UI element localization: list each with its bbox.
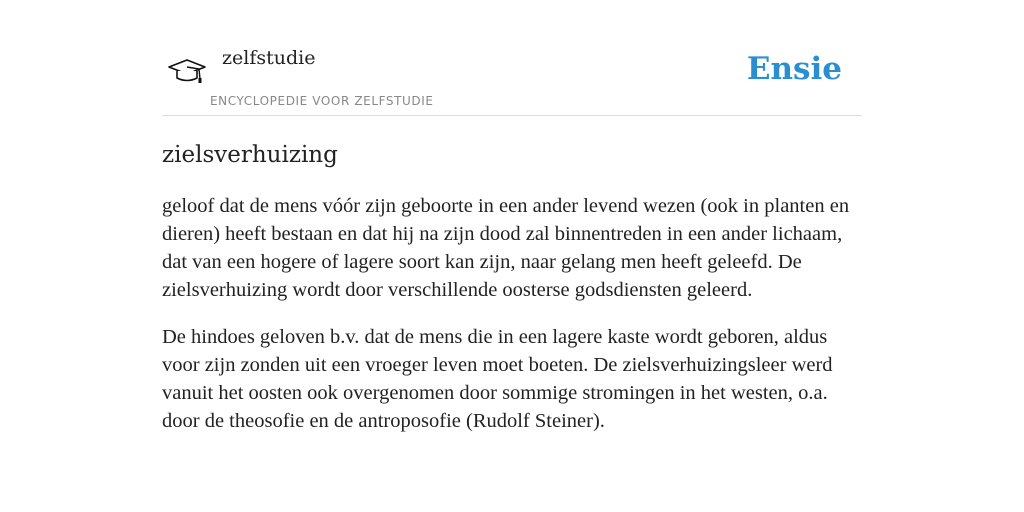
site-subtitle: ENCYCLOPEDIE VOOR ZELFSTUDIE xyxy=(210,94,434,108)
entry-paragraph: De hindoes geloven b.v. dat de mens die in een lagere kaste wordt geboren, aldus voor zijn zonden uit een vroeger leven moet boeten. De zielsverhuizingsleer werd vanuit het oosten ook overgenomen door sommige stromingen in het westen, o.a. door de theosofie en de antroposofie (Rudolf Steiner). xyxy=(162,326,833,432)
brand-logo[interactable]: Ensie xyxy=(746,51,842,87)
entry-body xyxy=(162,192,862,454)
entry-card xyxy=(162,0,862,512)
entry-title: zielsverhuizing xyxy=(162,142,338,168)
entry-paragraph: geloof dat de mens vóór zijn geboorte in een ander levend wezen (ook in planten en dieren) heeft bestaan en dat hij na zijn dood zal binnentreden in een ander lichaam, dat van een hogere of lagere soort kan zijn, naar gelang men heeft geleefd. De zielsverhuizing wordt door verschillende oosterse godsdiensten geleerd. xyxy=(162,195,850,301)
page-header xyxy=(162,0,862,116)
category-label[interactable]: zelfstudie xyxy=(222,47,316,69)
graduation-cap-icon[interactable] xyxy=(165,50,209,90)
